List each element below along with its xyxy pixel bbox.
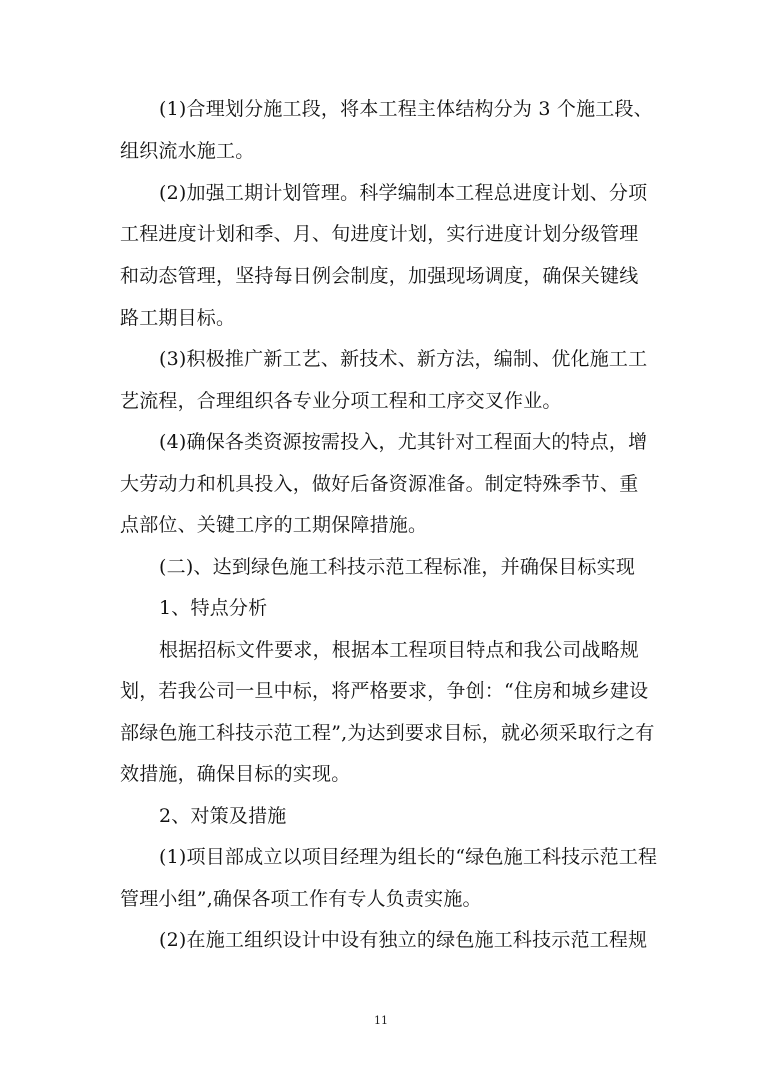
text-line: (1)合理划分施工段，将本工程主体结构分为 3 个施工段、	[159, 98, 653, 120]
text-line: 大劳动力和机具投入，做好后备资源准备。制定特殊季节、重	[120, 473, 639, 495]
subsection-heading: 1、特点分析	[159, 597, 268, 619]
text-line: 路工期目标。	[120, 307, 236, 329]
text-line: 工程进度计划和季、月、旬进度计划，实行进度计划分级管理	[120, 223, 639, 245]
text-line: (3)积极推广新工艺、新技术、新方法，编制、优化施工工	[159, 348, 648, 370]
text-line: 根据招标文件要求，根据本工程项目特点和我公司战略规	[159, 639, 640, 661]
text-line: 效措施，确保目标的实现。	[120, 763, 351, 785]
text-line: 管理小组”,确保各项工作有专人负责实施。	[120, 888, 482, 910]
text-line: 部绿色施工科技示范工程”,为达到要求目标，就必须采取行之有	[120, 722, 655, 744]
text-line: 和动态管理，坚持每日例会制度，加强现场调度，确保关键线	[120, 265, 639, 287]
section-heading: (二)、达到绿色施工科技示范工程标准，并确保目标实现	[159, 556, 636, 578]
page-number: 11	[374, 1014, 388, 1027]
text-line: 划，若我公司一旦中标，将严格要求，争创：“住房和城乡建设	[120, 680, 649, 702]
text-line: (1)项目部成立以项目经理为组长的“绿色施工科技示范工程	[159, 846, 658, 868]
text-line: (2)在施工组织设计中设有独立的绿色施工科技示范工程规	[159, 929, 648, 951]
text-line: 组织流水施工。	[120, 140, 255, 162]
text-line: 点部位、关键工序的工期保障措施。	[120, 514, 428, 536]
text-line: (2)加强工期计划管理。科学编制本工程总进度计划、分项	[159, 182, 648, 204]
text-line: 艺流程，合理组织各专业分项工程和工序交叉作业。	[120, 390, 562, 412]
text-line: (4)确保各类资源按需投入，尤其针对工程面大的特点，增	[159, 431, 648, 453]
subsection-heading: 2、对策及措施	[159, 805, 287, 827]
